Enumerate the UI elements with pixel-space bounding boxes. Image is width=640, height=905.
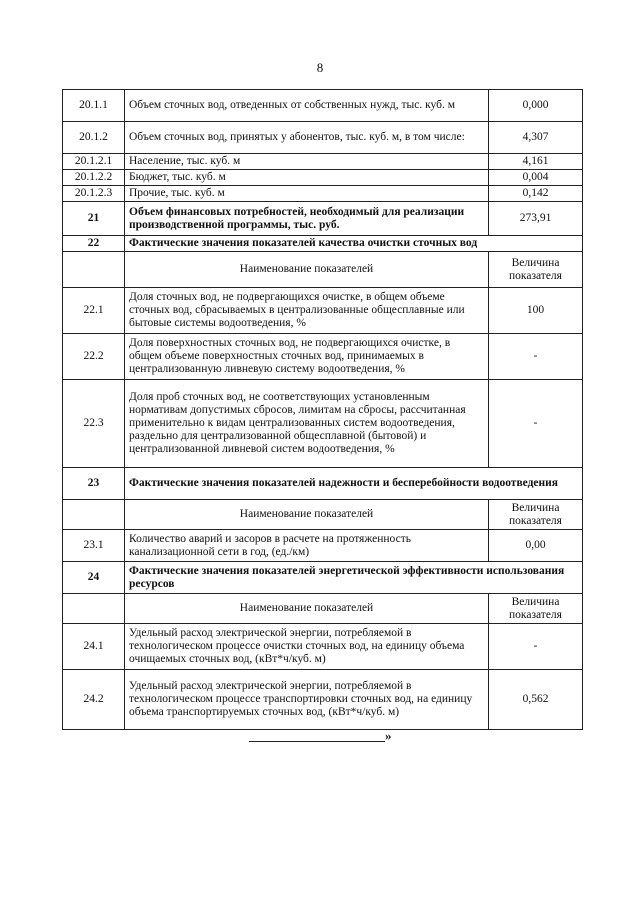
row-number: 21 [63,202,125,236]
column-header-value: Величина показателя [489,594,583,624]
section-title: Фактические значения показателей качества очистки сточных вод [125,236,583,252]
row-value: - [489,624,583,670]
column-header-name: Наименование показателей [125,594,489,624]
table-row [63,154,583,170]
table-row [63,122,583,154]
header-row [63,594,583,624]
closing-mark [249,729,399,743]
row-text: Население, тыс. куб. м [125,154,489,170]
section-number: 23 [63,468,125,500]
row-number: 24.2 [63,670,125,730]
table-row [63,380,583,468]
row-number: 20.1.1 [63,90,125,122]
row-text: Доля поверхностных сточных вод, не подвергающихся очистке, в общем объеме поверхностных сточных вод, принимаемых в централизованную ливневую систему водоотведения, % [125,334,489,380]
row-number: 20.1.2.3 [63,186,125,202]
row-text: Объем сточных вод, отведенных от собственных нужд, тыс. куб. м [125,90,489,122]
table-row [63,186,583,202]
row-value: 4,307 [489,122,583,154]
row-text: Объем сточных вод, принятых у абонентов, тыс. куб. м, в том числе: [125,122,489,154]
row-number: 24.1 [63,624,125,670]
table-row [63,170,583,186]
column-header-value: Величина показателя [489,500,583,530]
row-text: Количество аварий и засоров в расчете на протяженность канализационной сети в год, (ед./км) [125,530,489,562]
row-text: Прочие, тыс. куб. м [125,186,489,202]
column-header-value: Величина показателя [489,252,583,288]
row-value: - [489,334,583,380]
row-number: 20.1.2.2 [63,170,125,186]
table-row [63,334,583,380]
column-header-name: Наименование показателей [125,500,489,530]
row-value: 0,562 [489,670,583,730]
section-row [63,236,583,252]
indicators-table [62,89,583,730]
page-number: 8 [316,60,324,75]
table-row [63,670,583,730]
section-row [63,468,583,500]
row-value: 0,00 [489,530,583,562]
row-text: Удельный расход электрической энергии, потребляемой в технологическом процессе транспортировки сточных вод, на единицу объема транспортируемых сточных вод, (кВт*ч/куб. м) [125,670,489,730]
table-row [63,288,583,334]
table-row [63,90,583,122]
section-number: 22 [63,236,125,252]
row-text: Доля сточных вод, не подвергающихся очистке, в общем объеме сточных вод, сбрасываемых в централизованные общесплавные или бытовые системы водоотведения, % [125,288,489,334]
table-row [63,530,583,562]
row-value: - [489,380,583,468]
row-text: Объем финансовых потребностей, необходимый для реализации производственной программы, тыс. руб. [125,202,489,236]
column-header-name: Наименование показателей [125,252,489,288]
section-row [63,562,583,594]
row-number: 20.1.2 [63,122,125,154]
row-value: 0,142 [489,186,583,202]
row-text: Доля проб сточных вод, не соответствующих установленным нормативам допустимых сбросов, лимитам на сбросы, рассчитанная применительно к видам централизованных систем водоотведения, раздельно для централизованной общесплавной (бытовой) и централизованной ливневой систем водоотведения, % [125,380,489,468]
row-number: 22.3 [63,380,125,468]
header-row [63,252,583,288]
row-value: 100 [489,288,583,334]
section-title: Фактические значения показателей надежности и бесперебойности водоотведения [125,468,583,500]
signature-line [249,741,385,742]
row-number: 22.1 [63,288,125,334]
row-value: 273,91 [489,202,583,236]
row-text: Бюджет, тыс. куб. м [125,170,489,186]
section-number: 24 [63,562,125,594]
closing-quote: » [385,728,392,743]
row-value: 0,000 [489,90,583,122]
row-text: Удельный расход электрической энергии, потребляемой в технологическом процессе очистки сточных вод, на единицу объема очищаемых сточных вод, (кВт*ч/куб. м) [125,624,489,670]
section-title: Фактические значения показателей энергетической эффективности использования ресурсов [125,562,583,594]
table-row [63,202,583,236]
header-row [63,500,583,530]
row-number: 20.1.2.1 [63,154,125,170]
row-number: 22.2 [63,334,125,380]
table-row [63,624,583,670]
row-number: 23.1 [63,530,125,562]
row-value: 4,161 [489,154,583,170]
row-value: 0,004 [489,170,583,186]
